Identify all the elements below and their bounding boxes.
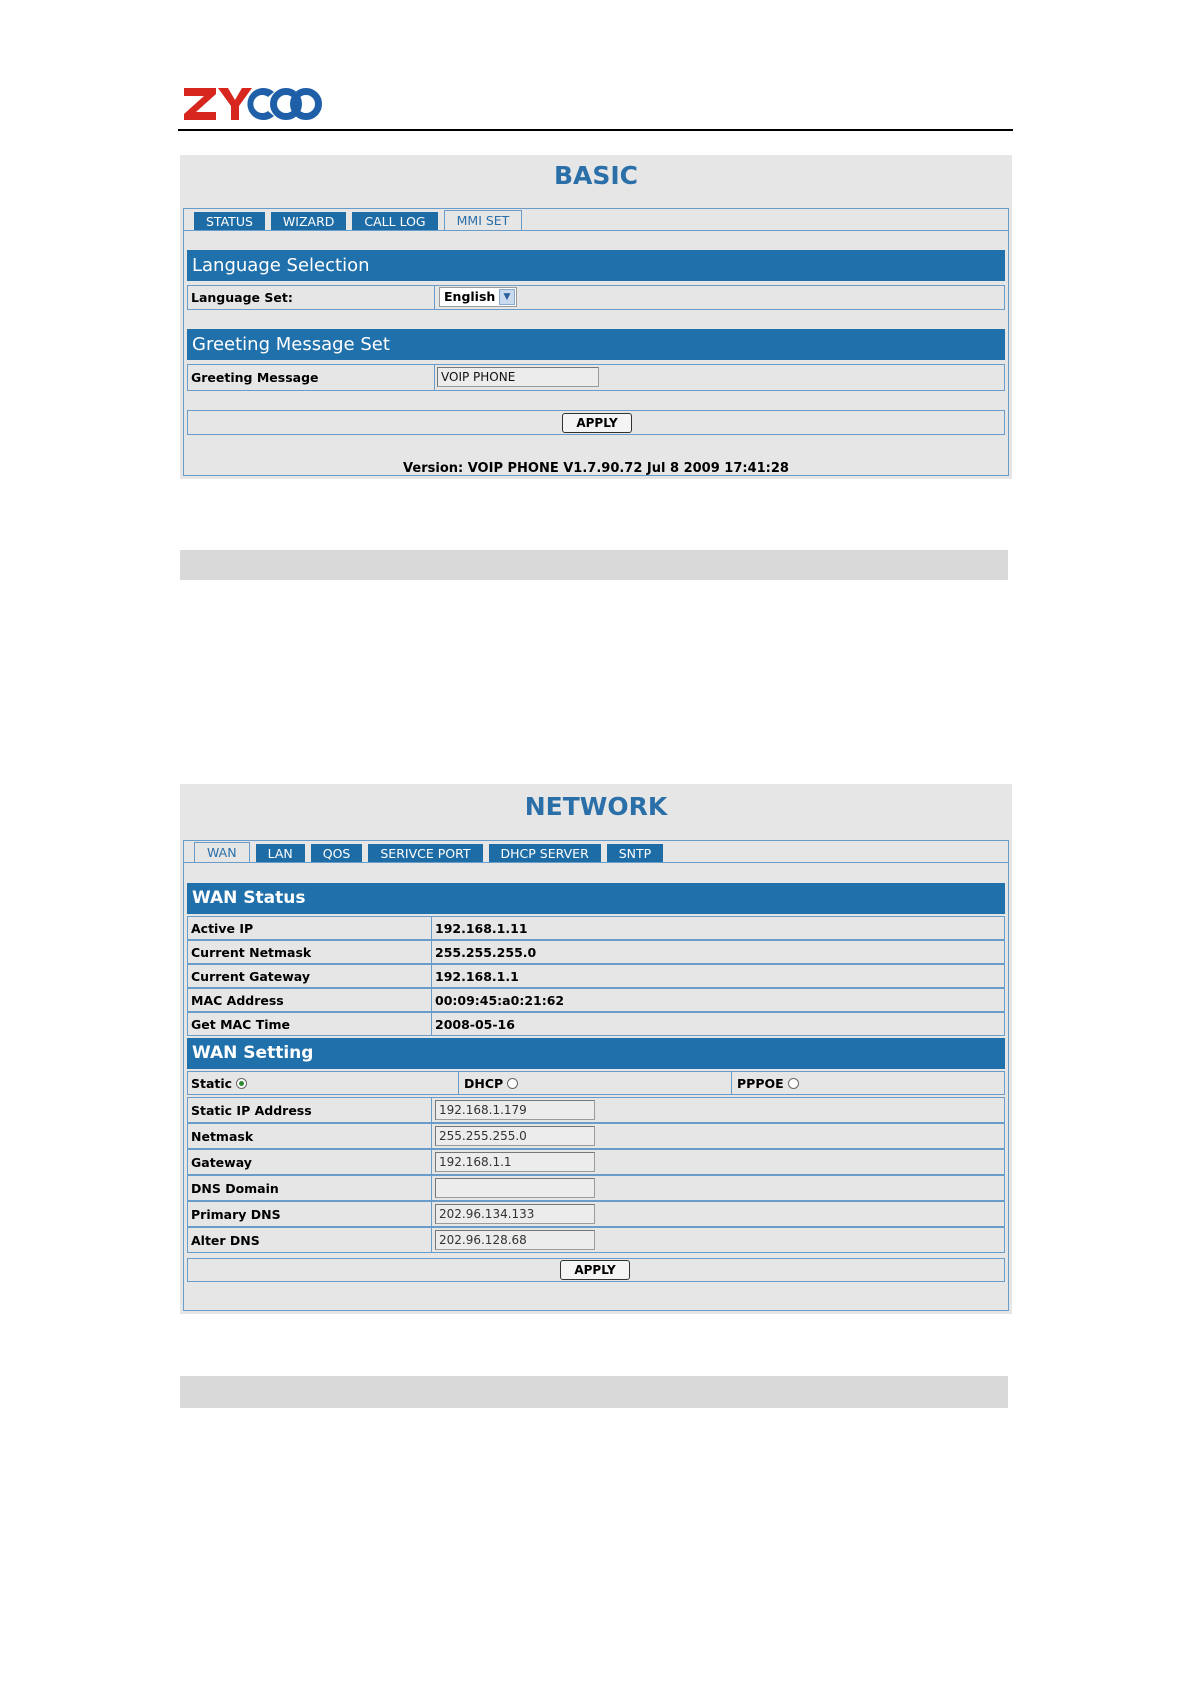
basic-tabs [194,211,528,231]
separator-bar-2 [180,1376,1008,1408]
status-row [187,916,1005,940]
mode-pppoe-label: PPPOE [737,1075,784,1091]
status-value: 2008-05-16 [435,1016,515,1032]
row-divider [431,1202,432,1226]
greeting-row [187,364,1005,391]
setting-label: Alter DNS [191,1232,260,1248]
row-divider [431,941,432,963]
header-rule [178,129,1013,131]
status-value: 192.168.1.1 [435,968,519,984]
tab-wan[interactable]: WAN [194,842,250,863]
static-radio[interactable] [236,1078,247,1089]
gateway-input[interactable]: 192.168.1.1 [435,1152,595,1172]
primary-dns-input[interactable]: 202.96.134.133 [435,1204,595,1224]
network-tabs [194,843,669,863]
mode-dhcp-label: DHCP [464,1075,504,1091]
language-label: Language Set: [191,290,293,305]
tab-status[interactable]: STATUS [194,212,265,231]
setting-row [187,1097,1005,1123]
setting-label: DNS Domain [191,1180,279,1196]
version-text: Version: VOIP PHONE V1.7.90.72 Jul 8 2009 17:41:28 [403,461,789,476]
row-divider [431,1013,432,1035]
row-divider [431,1176,432,1200]
greeting-label: Greeting Message [191,370,319,385]
tab-service-port[interactable]: SERIVCE PORT [368,844,482,863]
language-row [187,285,1005,310]
separator-bar-1 [180,550,1008,580]
basic-apply-button[interactable]: APPLY [562,413,632,433]
status-label: Active IP [191,920,254,936]
mode-static[interactable] [188,1076,247,1091]
row-divider [431,1150,432,1174]
dns-domain-input[interactable] [435,1178,595,1198]
tab-underline [184,862,1008,863]
setting-row [187,1149,1005,1175]
setting-row [187,1227,1005,1253]
mode-dhcp[interactable] [461,1076,518,1091]
mode-pppoe[interactable] [734,1076,799,1091]
tab-wizard[interactable]: WIZARD [271,212,346,231]
setting-row [187,1175,1005,1201]
tab-lan[interactable]: LAN [256,844,305,863]
language-section-header: Language Selection [187,250,1005,281]
pppoe-radio[interactable] [788,1078,799,1089]
logo-mark [184,88,319,120]
setting-label: Static IP Address [191,1102,312,1118]
row-divider [431,989,432,1011]
setting-label: Gateway [191,1154,252,1170]
chevron-down-icon[interactable]: ▼ [499,289,515,305]
status-row [187,988,1005,1012]
status-label: MAC Address [191,992,284,1008]
network-title: NETWORK [524,792,668,821]
zycoo-logo [182,84,322,124]
row-divider [431,1228,432,1252]
tab-mmi-set[interactable]: MMI SET [444,210,523,231]
row-divider [431,1124,432,1148]
status-label: Current Gateway [191,968,311,984]
greeting-input[interactable]: VOIP PHONE [437,367,599,387]
setting-row [187,1123,1005,1149]
tab-sntp[interactable]: SNTP [607,844,663,863]
wan-setting-header: WAN Setting [187,1038,1005,1069]
row-divider [431,1098,432,1122]
basic-title: BASIC [553,161,639,190]
static-ip-input[interactable]: 192.168.1.179 [435,1100,595,1120]
alter-dns-input[interactable]: 202.96.128.68 [435,1230,595,1250]
wan-status-header: WAN Status [187,883,1005,914]
language-select-value: English [444,289,496,304]
netmask-input[interactable]: 255.255.255.0 [435,1126,595,1146]
status-value: 192.168.1.11 [435,920,528,936]
row-divider [731,1072,732,1094]
status-value: 255.255.255.0 [435,944,537,960]
tab-underline [184,230,1008,231]
row-divider [431,965,432,987]
basic-apply-row [187,410,1005,435]
basic-panel [180,155,1012,479]
status-row [187,1012,1005,1036]
network-apply-button[interactable]: APPLY [560,1260,630,1280]
status-row [187,964,1005,988]
status-row [187,940,1005,964]
network-frame [183,840,1009,1311]
status-label: Get MAC Time [191,1016,291,1032]
setting-row [187,1201,1005,1227]
tab-call-log[interactable]: CALL LOG [352,212,437,231]
status-label: Current Netmask [191,944,312,960]
row-divider [431,917,432,939]
network-apply-row [187,1258,1005,1282]
basic-frame [183,208,1009,476]
tab-qos[interactable]: QOS [311,844,363,863]
language-select[interactable] [439,287,517,307]
greeting-section-header: Greeting Message Set [187,329,1005,360]
dhcp-radio[interactable] [507,1078,518,1089]
mode-static-label: Static [191,1075,233,1091]
network-panel [180,784,1012,1314]
setting-label: Netmask [191,1128,254,1144]
wan-mode-row [187,1071,1005,1095]
status-value: 00:09:45:a0:21:62 [435,992,565,1008]
row-divider [458,1072,459,1094]
setting-label: Primary DNS [191,1206,281,1222]
row-divider [434,365,435,390]
tab-dhcp-server[interactable]: DHCP SERVER [489,844,601,863]
row-divider [434,286,435,309]
